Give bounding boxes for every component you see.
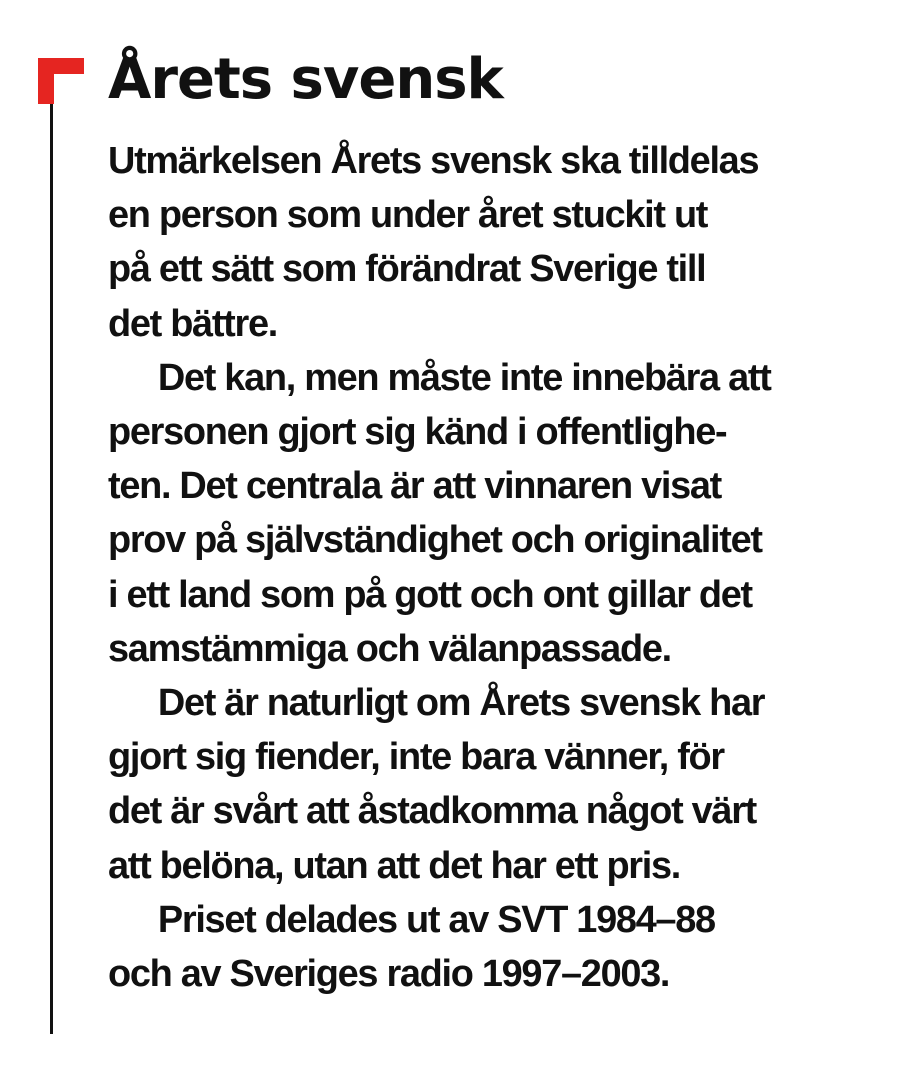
text-line: att belöna, utan att det har ett pris. xyxy=(108,844,681,887)
text-line: gjort sig fiender, inte bara vänner, för xyxy=(108,736,724,779)
section-marker-notch xyxy=(54,74,84,104)
text-line: på ett sätt som förändrat Sverige till xyxy=(108,248,706,291)
paragraph-1 xyxy=(108,134,898,351)
text-line: det bättre. xyxy=(108,302,277,345)
text-line: personen gjort sig känd i offentlighe- xyxy=(108,411,727,454)
text-line: det är svårt att åstadkomma något värt xyxy=(108,790,757,833)
paragraph-4 xyxy=(108,893,898,1001)
text-line: ten. Det centrala är att vinnaren visat xyxy=(108,465,722,508)
headline: Årets svensk xyxy=(108,47,503,112)
text-line: och av Sveriges radio 1997–2003. xyxy=(108,953,670,996)
text-line: en person som under året stuckit ut xyxy=(108,194,708,237)
text-line: Utmärkelsen Årets svensk ska tilldelas xyxy=(108,140,759,182)
text-line: prov på självständighet och originalitet xyxy=(108,519,762,562)
article-body xyxy=(108,134,898,1001)
text-line: samstämmiga och välanpassade. xyxy=(108,627,671,670)
paragraph-3 xyxy=(108,676,898,893)
text-line: Priset delades ut av SVT 1984–88 xyxy=(157,898,715,941)
paragraph-2 xyxy=(108,351,898,676)
text-line: Det kan, men måste inte innebära att xyxy=(157,356,771,399)
vertical-rule xyxy=(50,104,53,1034)
text-line: i ett land som på gott och ont gillar det xyxy=(108,573,752,616)
text-line: Det är naturligt om Årets svensk har xyxy=(157,682,765,725)
